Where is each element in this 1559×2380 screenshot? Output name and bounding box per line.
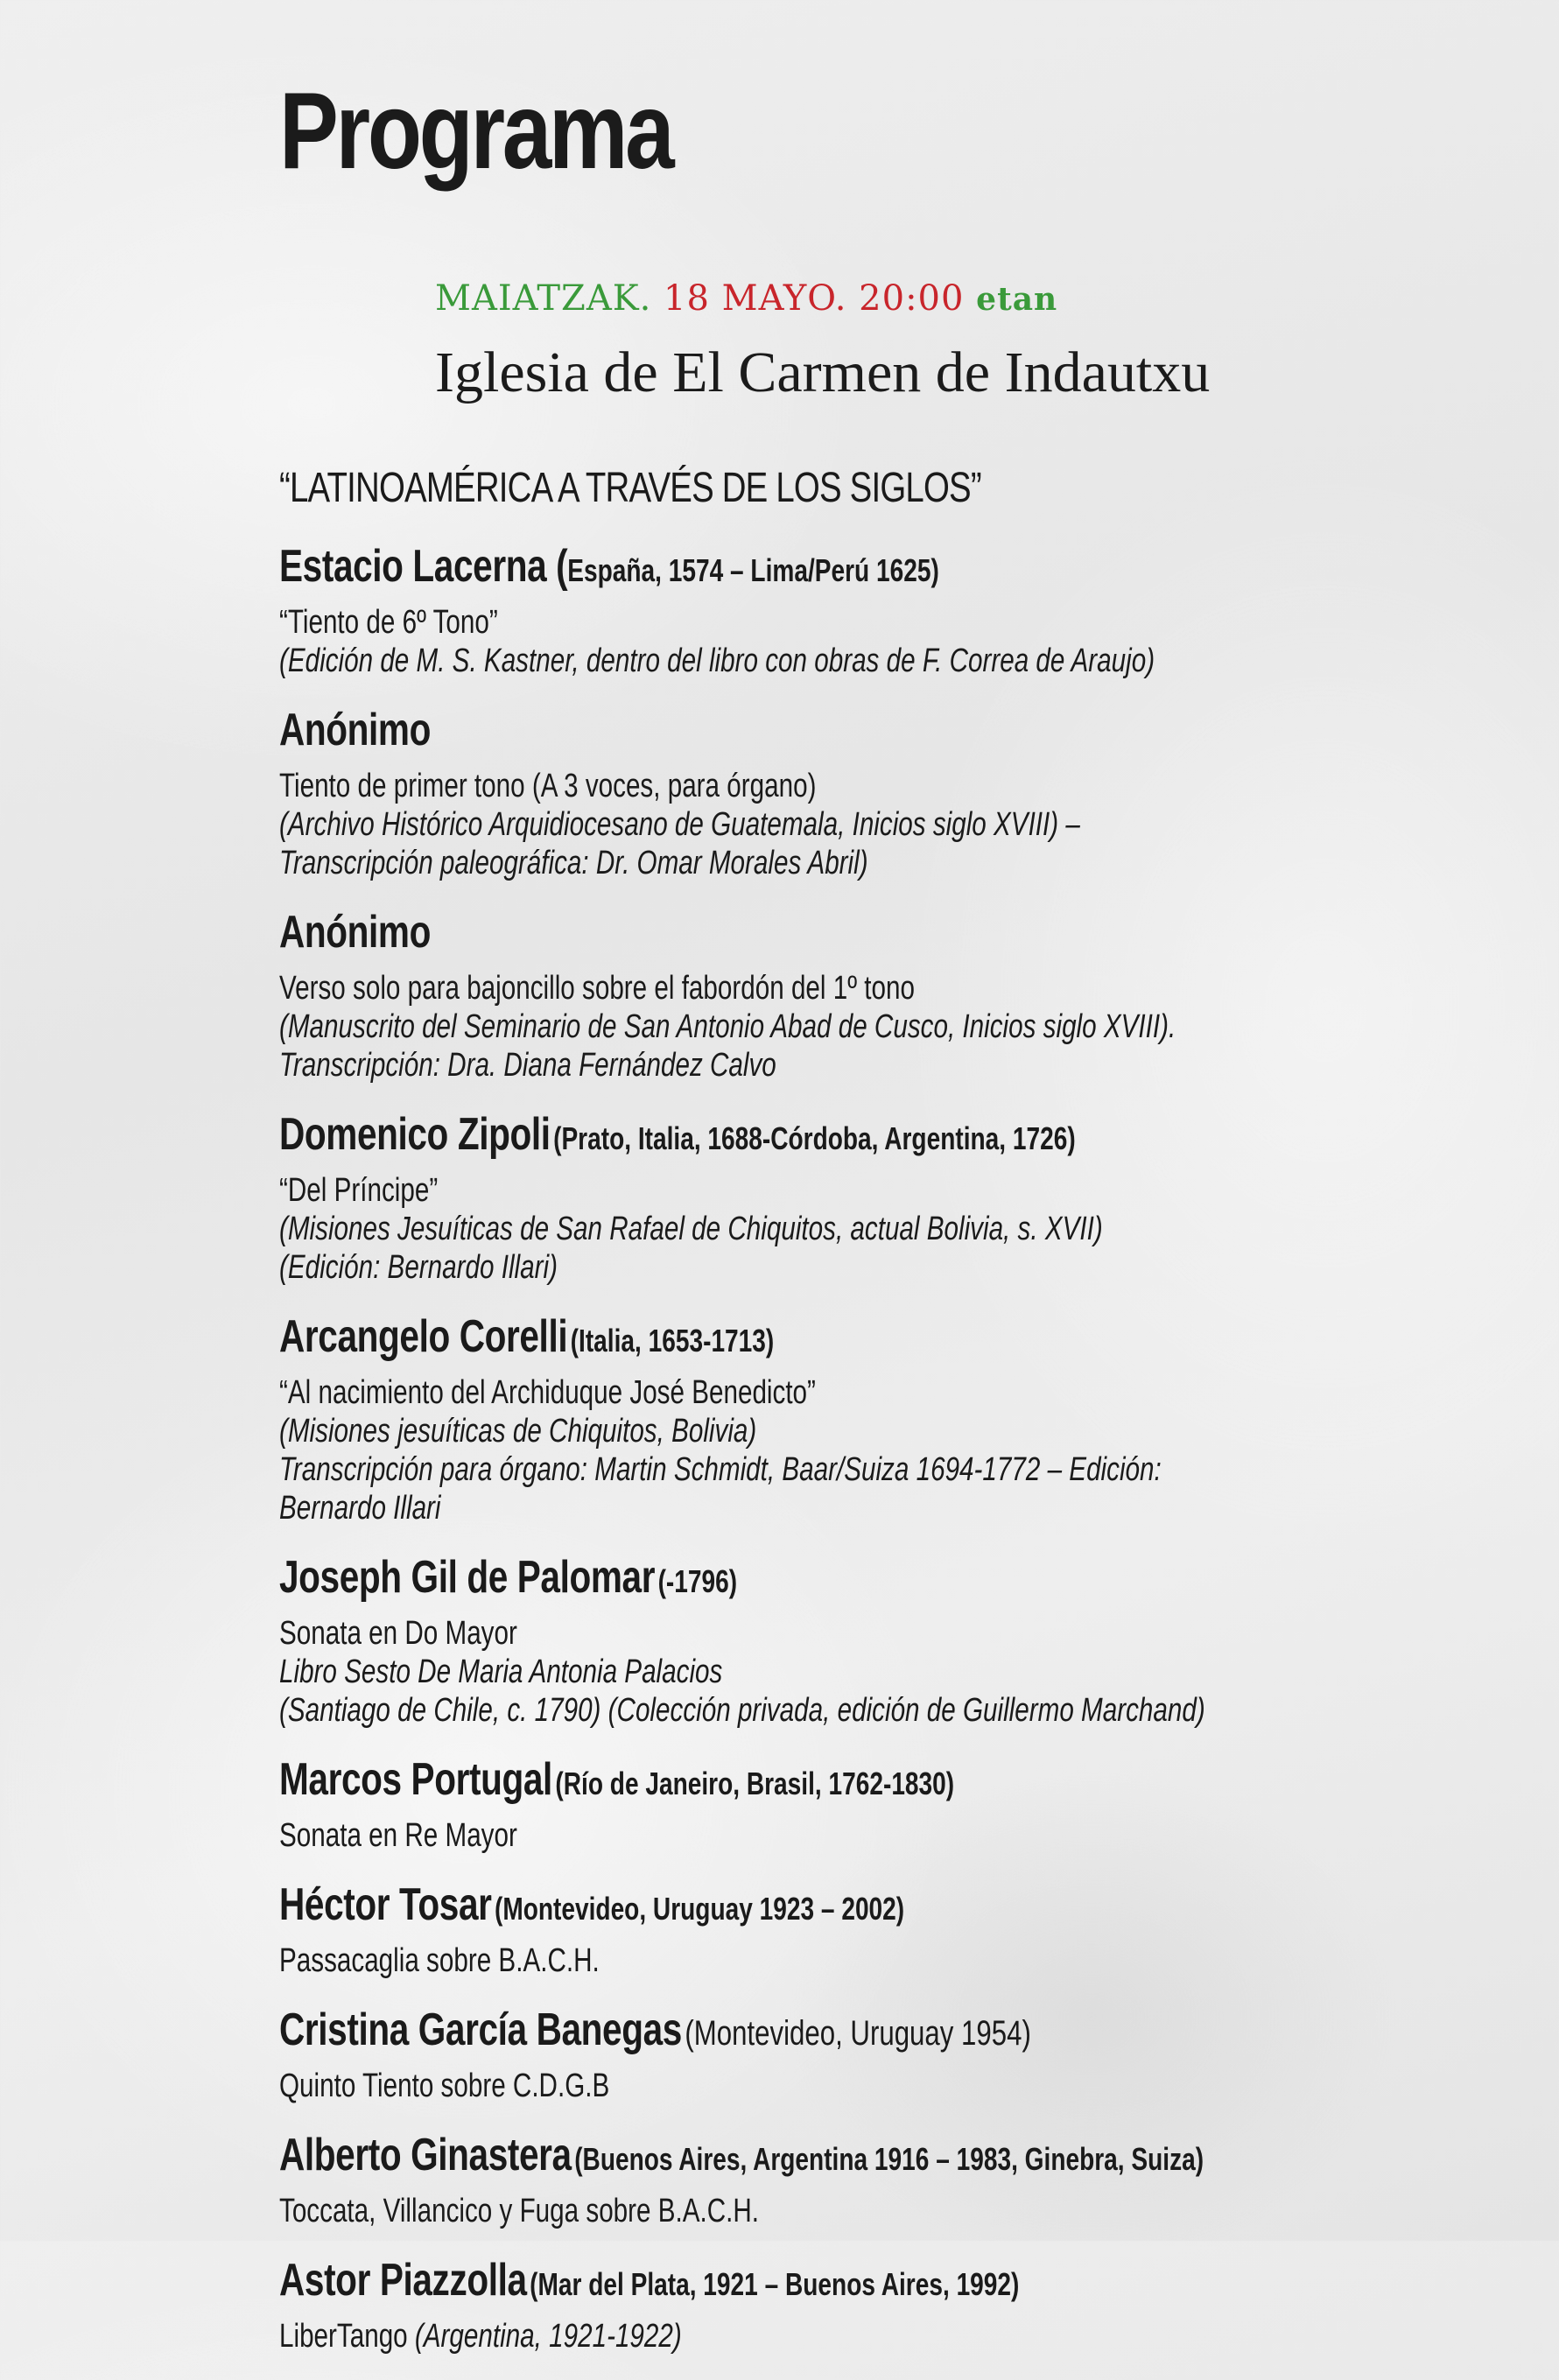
composer-name: Arcangelo Corelli [279, 1311, 568, 1362]
work-title: “Al nacimiento del Archiduque José Benedicto” [279, 1374, 816, 1411]
work-note: Transcripción paleográfica: Dr. Omar Morales Abril) [279, 845, 868, 881]
composer-name: Anónimo [279, 705, 432, 755]
composer-name: Domenico Zipoli [279, 1109, 551, 1160]
composer-name: Estacio Lacerna ( [279, 541, 568, 592]
work-note: Bernardo Illari [279, 1490, 441, 1527]
work-title: “Del Príncipe” [279, 1172, 439, 1209]
composer-name: Héctor Tosar [279, 1879, 492, 1930]
composer-info: (-1796) [657, 1563, 738, 1599]
composer-info: (Río de Janeiro, Brasil, 1762-1830) [555, 1766, 955, 1801]
composer-info: España, 1574 – Lima/Perú 1625) [567, 552, 939, 588]
work-note: Libro Sesto De Maria Antonia Palacios [279, 1653, 723, 1690]
program-item [279, 705, 1372, 882]
event-date-time [435, 278, 1057, 319]
page-title: Programa [279, 71, 672, 192]
work-title: Passacaglia sobre B.A.C.H. [279, 1942, 600, 1979]
work-note: (Misiones jesuíticas de Chiquitos, Bolivia) [279, 1413, 757, 1450]
program-item [279, 907, 1372, 1085]
work-note: (Archivo Histórico Arquidiocesano de Guatemala, Inicios siglo XVIII) – [279, 806, 1080, 843]
composer-info: (Montevideo, Uruguay 1954) [685, 2014, 1031, 2053]
program-item [279, 2130, 1372, 2230]
composer-info: (Montevideo, Uruguay 1923 – 2002) [494, 1891, 905, 1927]
work-title: Tiento de primer tono (A 3 voces, para órgano) [279, 768, 817, 804]
work-note: Transcripción para órgano: Martin Schmidt, Baar/Suiza 1694-1772 – Edición: [279, 1451, 1162, 1488]
composer-name: Astor Piazzolla [279, 2255, 527, 2306]
composer-info: (Italia, 1653-1713) [570, 1323, 775, 1358]
event-time: 20:00 [859, 278, 965, 319]
program-list [279, 541, 1559, 2380]
work-title: Sonata en Do Mayor [279, 1615, 517, 1652]
venue: Iglesia de El Carmen de Indautxu [435, 341, 1211, 404]
composer-info: (Mar del Plata, 1921 – Buenos Aires, 1992) [530, 2266, 1020, 2302]
program-item [279, 1879, 1372, 1980]
work-note: (Edición de M. S. Kastner, dentro del libro con obras de F. Correa de Araujo) [279, 642, 1155, 679]
date-month: MAYO. [721, 278, 847, 319]
date-label-basque: MAIATZAK. [435, 278, 652, 319]
composer-name: Cristina García Banegas [279, 2004, 682, 2055]
work-title: Verso solo para bajoncillo sobre el fabordón del 1º tono [279, 970, 915, 1007]
work-note: Transcripción: Dra. Diana Fernández Calvo [279, 1047, 776, 1084]
program-item [279, 1754, 1372, 1855]
program-item [279, 541, 1372, 680]
program-item [279, 2004, 1372, 2105]
work-title: “Tiento de 6º Tono” [279, 604, 498, 641]
work-note: (Santiago de Chile, c. 1790) (Colección privada, edición de Guillermo Marchand) [279, 1692, 1205, 1729]
program-item [279, 2255, 1372, 2355]
work-note: (Misiones Jesuíticas de San Rafael de Chiquitos, actual Bolivia, s. XVII) [279, 1211, 1103, 1247]
program-item [279, 1109, 1372, 1287]
program-title: “LATINOAMÉRICA A TRAVÉS DE LOS SIGLOS” [279, 465, 981, 511]
work-note: (Argentina, 1921-1922) [414, 2318, 682, 2355]
composer-info: (Buenos Aires, Argentina 1916 – 1983, Ginebra, Suiza) [574, 2141, 1204, 2177]
composer-name: Marcos Portugal [279, 1754, 552, 1805]
work-note: (Manuscrito del Seminario de San Antonio Abad de Cusco, Inicios siglo XVIII). [279, 1008, 1176, 1045]
work-note: (Edición: Bernardo Illari) [279, 1249, 558, 1286]
composer-name: Joseph Gil de Palomar [279, 1552, 656, 1603]
work-title: Quinto Tiento sobre C.D.G.B [279, 2068, 610, 2104]
composer-name: Anónimo [279, 907, 432, 958]
program-item [279, 1552, 1372, 1730]
time-suffix: etan [976, 281, 1058, 318]
work-title: Toccata, Villancico y Fuga sobre B.A.C.H. [279, 2193, 760, 2229]
date-day: 18 [664, 278, 710, 319]
work-title: Sonata en Re Mayor [279, 1817, 517, 1854]
composer-name: Alberto Ginastera [279, 2130, 572, 2180]
composer-info: (Prato, Italia, 1688-Córdoba, Argentina, 1726) [553, 1120, 1076, 1156]
work-title: LiberTango [279, 2318, 408, 2355]
program-item [279, 1311, 1372, 1527]
